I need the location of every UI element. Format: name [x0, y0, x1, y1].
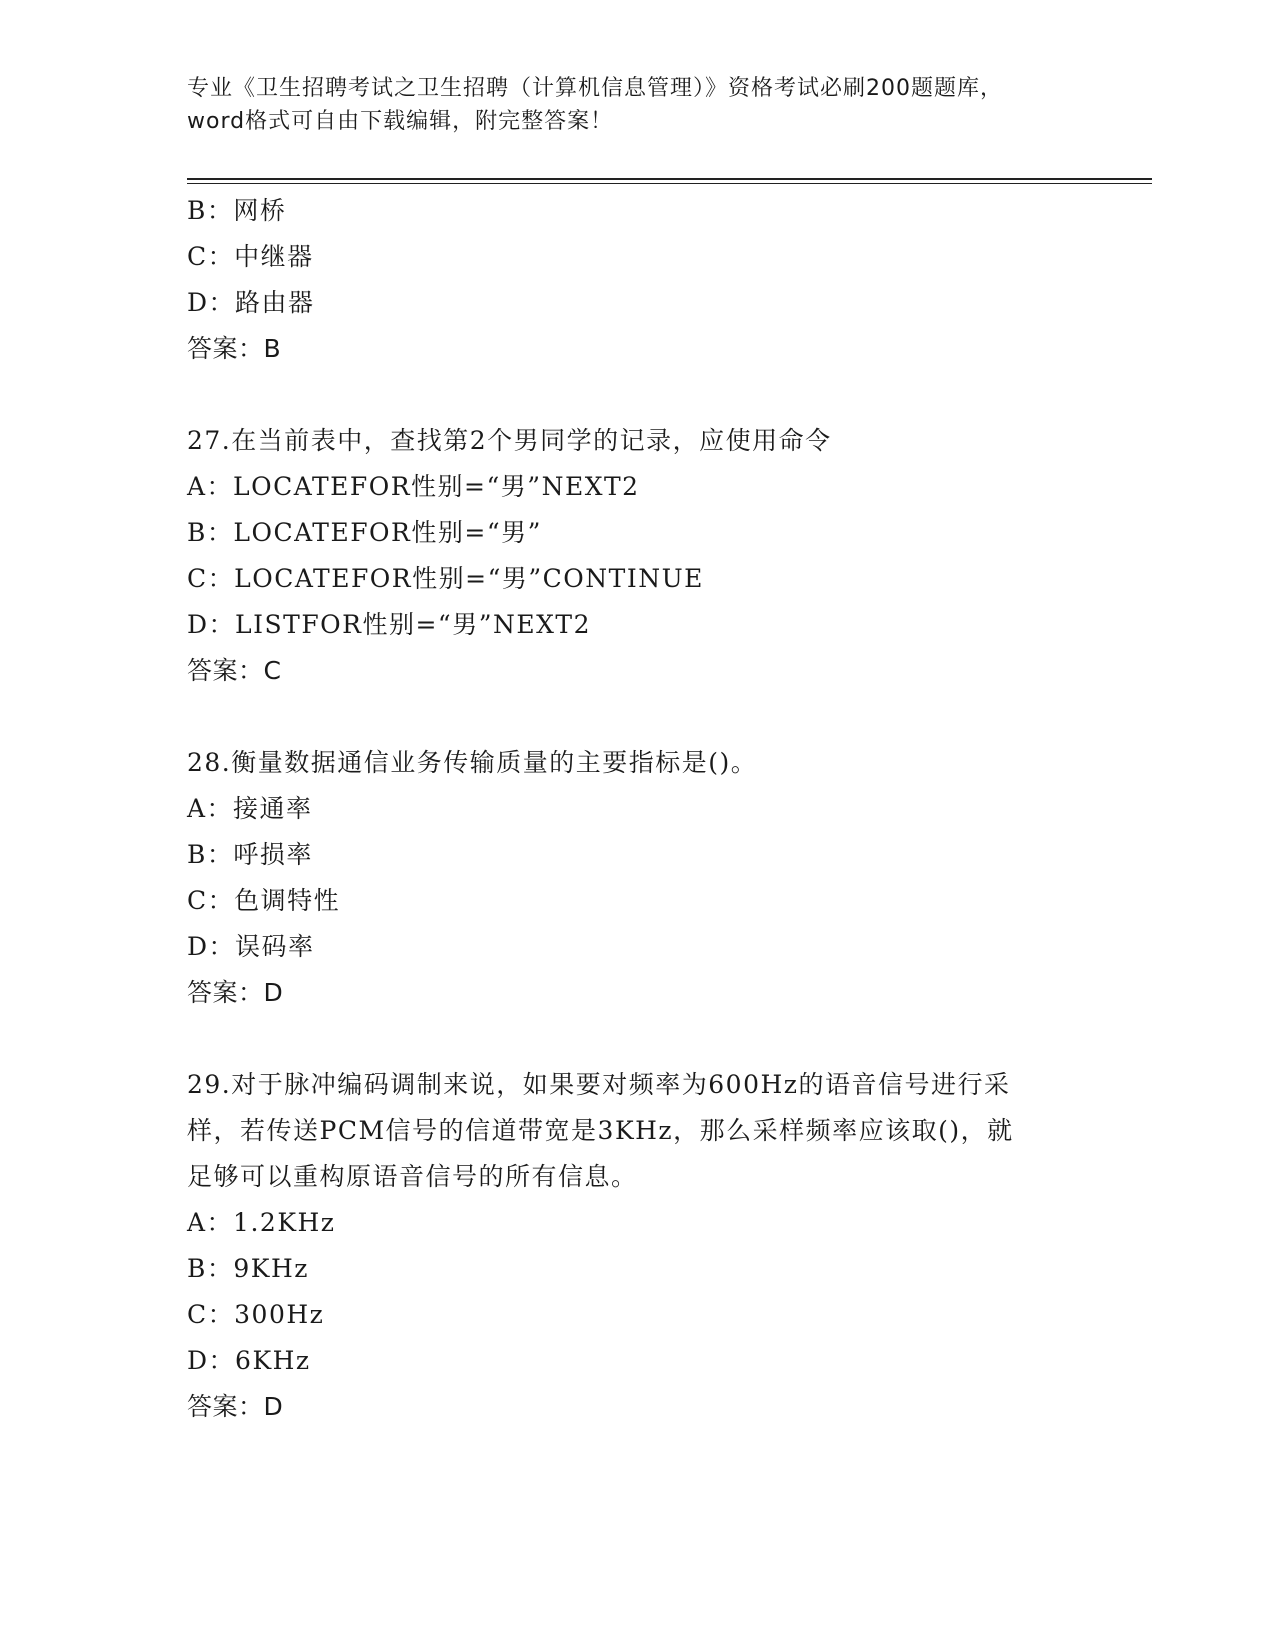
answer: 答案：B — [187, 334, 282, 363]
header-divider-thick — [187, 178, 1152, 180]
question-text: 28.衡量数据通信业务传输质量的主要指标是()。 — [187, 748, 758, 777]
answer: 答案：D — [187, 978, 284, 1007]
question-26-tail — [187, 188, 1087, 372]
spacer — [187, 1016, 1087, 1062]
option-d: D：LISTFOR性别=“男”NEXT2 — [187, 610, 591, 639]
option-c: C：色调特性 — [187, 886, 341, 915]
question-text: 27.在当前表中，查找第2个男同学的记录，应使用命令 — [187, 426, 832, 455]
answer: 答案：D — [187, 1392, 284, 1421]
option-a: A：1.2KHz — [187, 1208, 336, 1237]
question-text-line-3: 足够可以重构原语音信号的所有信息。 — [187, 1162, 638, 1191]
option-a: A：接通率 — [187, 794, 313, 823]
header-divider-thin — [187, 183, 1152, 184]
option-c: C：LOCATEFOR性别=“男”CONTINUE — [187, 564, 704, 593]
header-line-1: 专业《卫生招聘考试之卫生招聘（计算机信息管理）》资格考试必刷200题题库， — [187, 76, 1003, 101]
question-27 — [187, 418, 1087, 694]
question-29 — [187, 1062, 1087, 1430]
option-d: D：6KHz — [187, 1346, 311, 1375]
answer: 答案：C — [187, 656, 282, 685]
option-b: B：LOCATEFOR性别=“男” — [187, 518, 542, 547]
option-b: B：9KHz — [187, 1254, 309, 1283]
option-d: D：路由器 — [187, 288, 315, 317]
option-b: B：呼损率 — [187, 840, 313, 869]
option-c: C：中继器 — [187, 242, 314, 271]
question-28 — [187, 740, 1087, 1016]
question-text-line-1: 29.对于脉冲编码调制来说，如果要对频率为600Hz的语音信号进行采 — [187, 1070, 1011, 1099]
option-a: A：LOCATEFOR性别=“男”NEXT2 — [187, 472, 640, 501]
option-c: C：300Hz — [187, 1300, 325, 1329]
option-d: D：误码率 — [187, 932, 315, 961]
option-b: B：网桥 — [187, 196, 287, 225]
question-list — [187, 188, 1087, 1430]
header-line-2: word格式可自由下载编辑，附完整答案！ — [187, 109, 614, 134]
spacer — [187, 372, 1087, 418]
spacer — [187, 694, 1087, 740]
document-header — [187, 72, 1087, 138]
question-text-line-2: 样，若传送PCM信号的信道带宽是3KHz，那么采样频率应该取()，就 — [187, 1116, 1014, 1145]
